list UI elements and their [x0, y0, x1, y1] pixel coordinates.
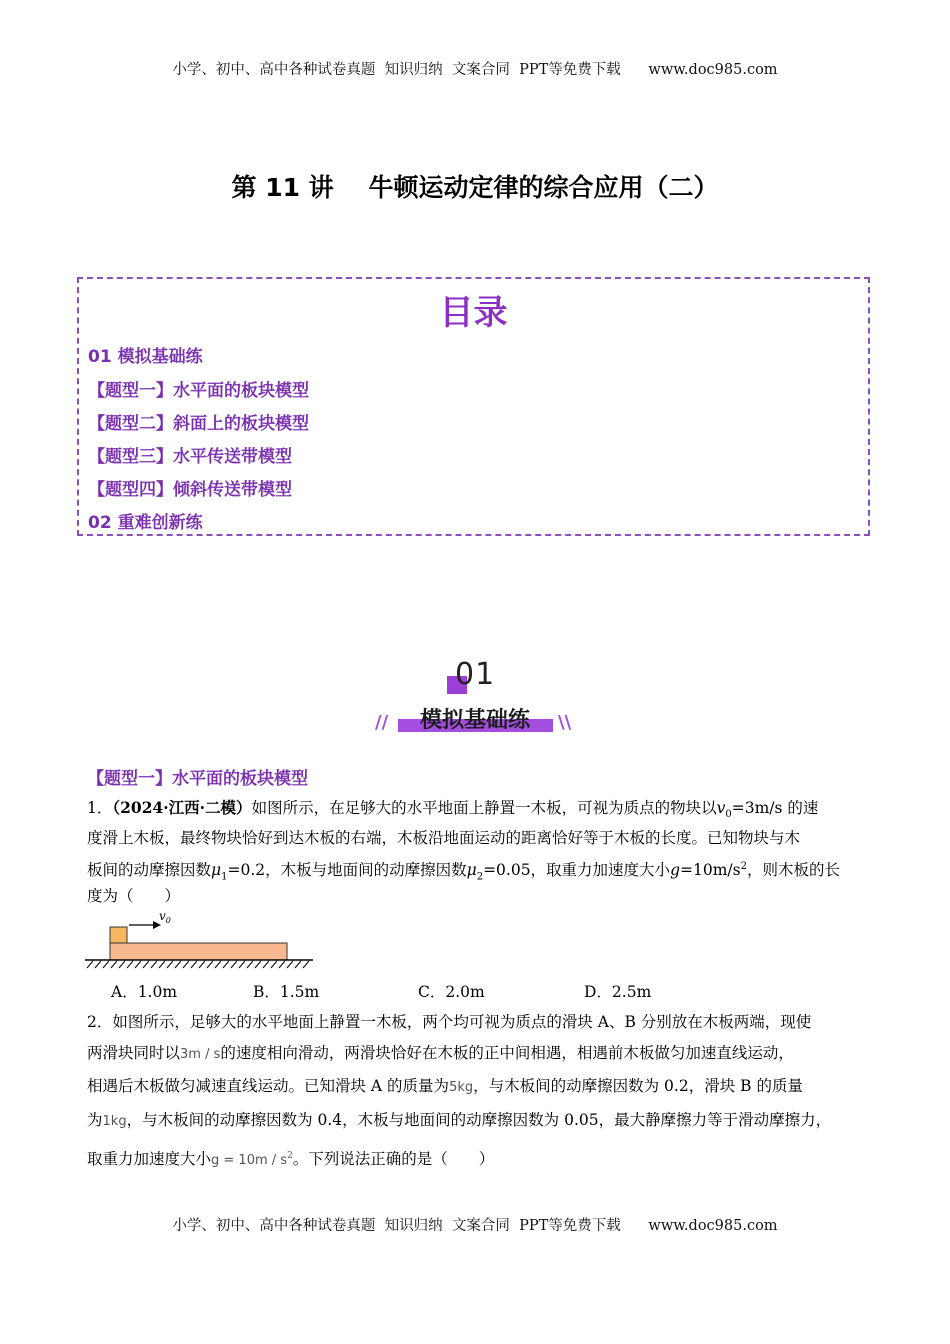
page-header: 小学、初中、高中各种试卷真题 知识归纳 文案合同 PPT等免费下载 www.doc985.com	[172, 62, 778, 78]
table-of-contents	[77, 277, 870, 536]
question-2-line-1: 2．如图所示，足够大的水平地面上静置一木板，两个均可视为质点的滑块 A、B 分别放在木板两端，现使	[87, 1013, 812, 1031]
question-type-heading: 【题型一】水平面的板块模型	[87, 769, 308, 789]
toc-item[interactable]: 02 重难创新练	[88, 513, 203, 533]
small-block	[110, 927, 127, 943]
board-block-figure	[85, 908, 317, 970]
page-footer: 小学、初中、高中各种试卷真题 知识归纳 文案合同 PPT等免费下载 www.doc985.com	[172, 1218, 778, 1234]
option-b[interactable]: B．1.5m	[253, 983, 320, 1001]
question-1-line-1: 1．（2024·江西·二模）如图所示，在足够大的水平地面上静置一木板，可视为质点的物块以$v_0=3m/s$ 的速	[87, 798, 819, 821]
toc-item[interactable]: 【题型二】斜面上的板块模型	[88, 414, 309, 434]
question-2-line-2: 两滑块同时以3m / s的速度相向滑动，两滑块恰好在木板的正中间相遇，相遇前木板做匀加速直线运动，	[87, 1044, 794, 1062]
question-2-line-5: 取重力加速度大小$g = 10m / s^2$。下列说法正确的是（ ）	[87, 1150, 495, 1169]
option-c[interactable]: C．2.0m	[418, 983, 485, 1001]
question-2-line-4: 为1kg，与木板间的动摩擦因数为 0.4，木板与地面间的动摩擦因数为 0.05，最大静摩擦力等于滑动摩擦力，	[87, 1111, 832, 1129]
question-1-line-2: 度滑上木板，最终物块恰好到达木板的右端，木板沿地面运动的距离恰好等于木板的长度。已知物块与木	[87, 829, 801, 847]
section-slash-left: //	[375, 712, 389, 733]
option-d[interactable]: D．2.5m	[584, 983, 652, 1001]
question-1-line-4: 度为（ ）	[87, 887, 181, 905]
toc-item[interactable]: 【题型三】水平传送带模型	[88, 447, 292, 467]
wooden-board	[110, 943, 287, 960]
ground-hatching	[87, 961, 309, 968]
question-1-line-3: 板间的动摩擦因数$\mu_1=0.2$，木板与地面间的动摩擦因数$\mu_2=0.05$，取重力加速度大小$g=10m/s^2$，则木板的长	[87, 861, 840, 883]
section-title: 模拟基础练	[419, 708, 530, 733]
toc-item[interactable]: 【题型四】倾斜传送带模型	[88, 480, 292, 500]
page-title: 第 11 讲 牛顿运动定律的综合应用（二）	[231, 173, 719, 202]
section-number: 01	[455, 657, 496, 692]
toc-heading: 目录	[439, 293, 508, 333]
question-source: （2024·江西·二模）	[112, 798, 252, 817]
velocity-label: $v_0$	[159, 909, 171, 925]
section-slash-right: \\	[558, 712, 572, 733]
toc-item[interactable]: 【题型一】水平面的板块模型	[88, 381, 309, 401]
toc-item[interactable]: 01 模拟基础练	[88, 347, 203, 367]
option-a[interactable]: A．1.0m	[111, 983, 178, 1001]
question-2-line-3: 相遇后木板做匀减速直线运动。已知滑块 A 的质量为5kg，与木板间的动摩擦因数为 0.2，滑块 B 的质量	[87, 1077, 803, 1095]
